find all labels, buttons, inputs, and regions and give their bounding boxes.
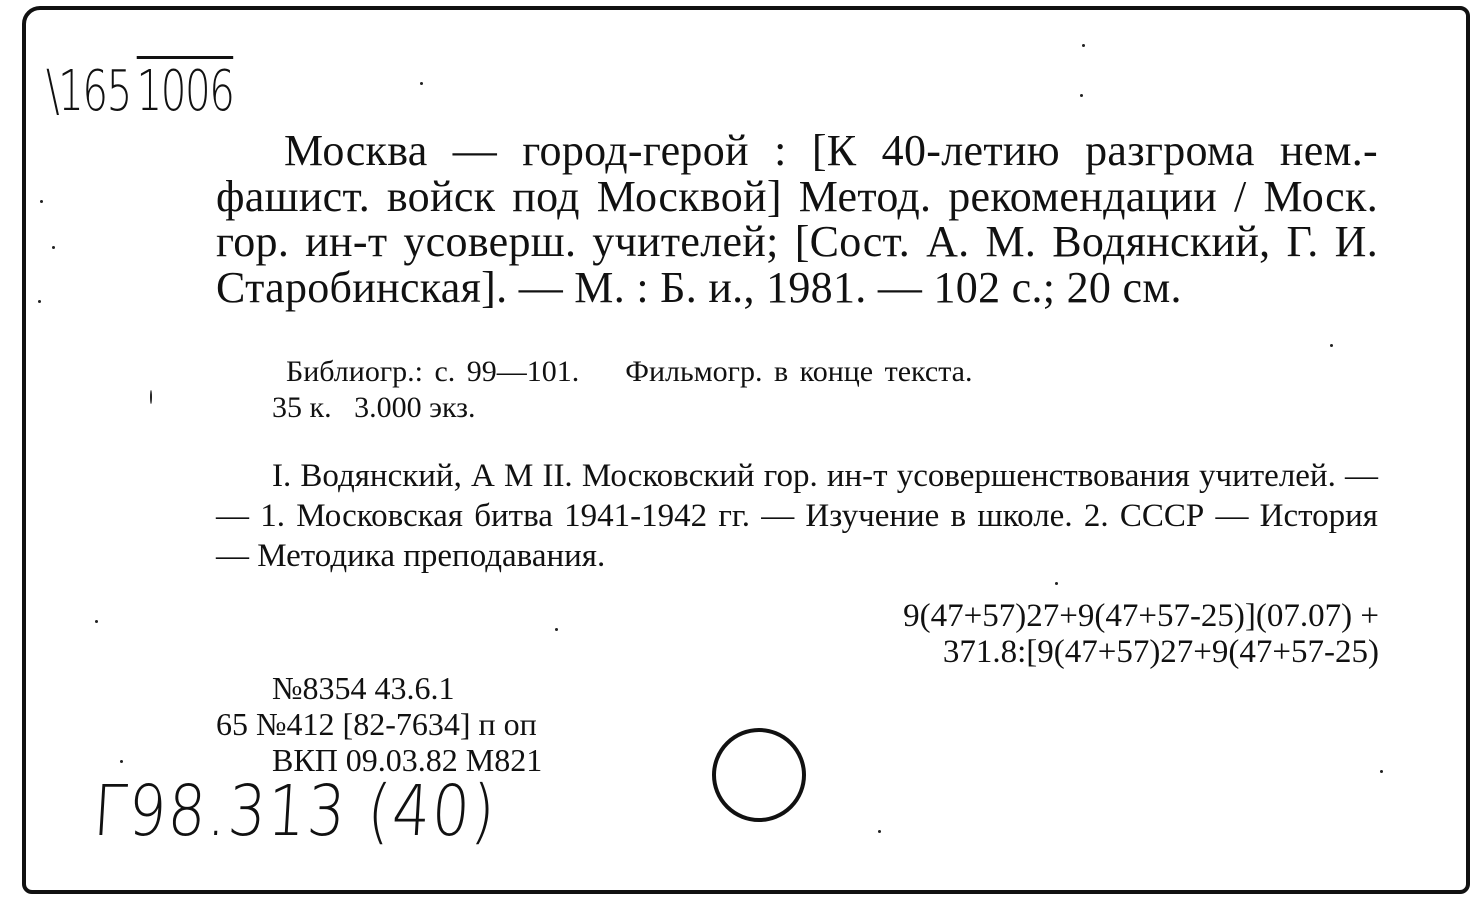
speck bbox=[1082, 44, 1085, 47]
call-number-top-prefix: \165 bbox=[46, 59, 131, 124]
speck bbox=[1330, 344, 1333, 347]
main-entry-text: Москва — город-герой : [К 40-летию разгрома нем.-фашист. войск под Москвой] Метод. рекомендации / Моск. гор. ин-т усоверш. учителей; [Сост. А. М. Водянский, Г. И. Старобинская]. — М. : Б. и., 1981. — 102 с.; 20 см. bbox=[216, 126, 1378, 312]
speck bbox=[52, 246, 55, 249]
speck bbox=[120, 760, 123, 763]
stamp-line-2: 65 №412 [82-7634] п оп bbox=[216, 706, 537, 742]
punch-hole bbox=[712, 728, 806, 822]
copies: 3.000 экз. bbox=[354, 391, 476, 424]
speck bbox=[38, 300, 41, 303]
speck bbox=[40, 200, 43, 203]
tracing bbox=[216, 456, 1378, 576]
call-number-bottom: Г98.313 (40) bbox=[91, 770, 499, 852]
tracing-text: I. Водянский, А М II. Московский гор. ин-т усовершенствования учителей. — — 1. Московская битва 1941-1942 гг. — Изучение в школе. 2. СССР — История — Методика преподавания. bbox=[216, 458, 1378, 574]
speck bbox=[1380, 770, 1383, 773]
price: 35 к. bbox=[272, 391, 332, 424]
note-bibliography: Библиогр.: с. 99—101. bbox=[286, 355, 580, 388]
stamp-line-3: ВКП 09.03.82 М821 bbox=[272, 742, 543, 778]
note-filmography: Фильмогр. в конце текста. bbox=[625, 355, 973, 388]
call-number-top bbox=[46, 56, 233, 124]
speck bbox=[1080, 94, 1083, 97]
class-code-line-2: 371.8:[9(47+57)27+9(47+57-25) bbox=[942, 634, 1379, 670]
printing-stamp bbox=[216, 670, 542, 778]
speck bbox=[95, 620, 98, 623]
call-number-top-suffix: 1006 bbox=[137, 56, 234, 124]
classification-codes bbox=[903, 598, 1379, 670]
speck bbox=[878, 830, 881, 833]
main-entry bbox=[216, 128, 1378, 310]
speck bbox=[1055, 582, 1058, 585]
speck bbox=[420, 82, 423, 85]
speck bbox=[150, 390, 152, 404]
class-code-line-1: 9(47+57)27+9(47+57-25)](07.07) + bbox=[903, 598, 1379, 634]
notes-line bbox=[286, 355, 972, 389]
price-line bbox=[272, 391, 475, 425]
speck bbox=[555, 628, 558, 631]
stamp-line-1: №8354 43.6.1 bbox=[272, 670, 455, 706]
